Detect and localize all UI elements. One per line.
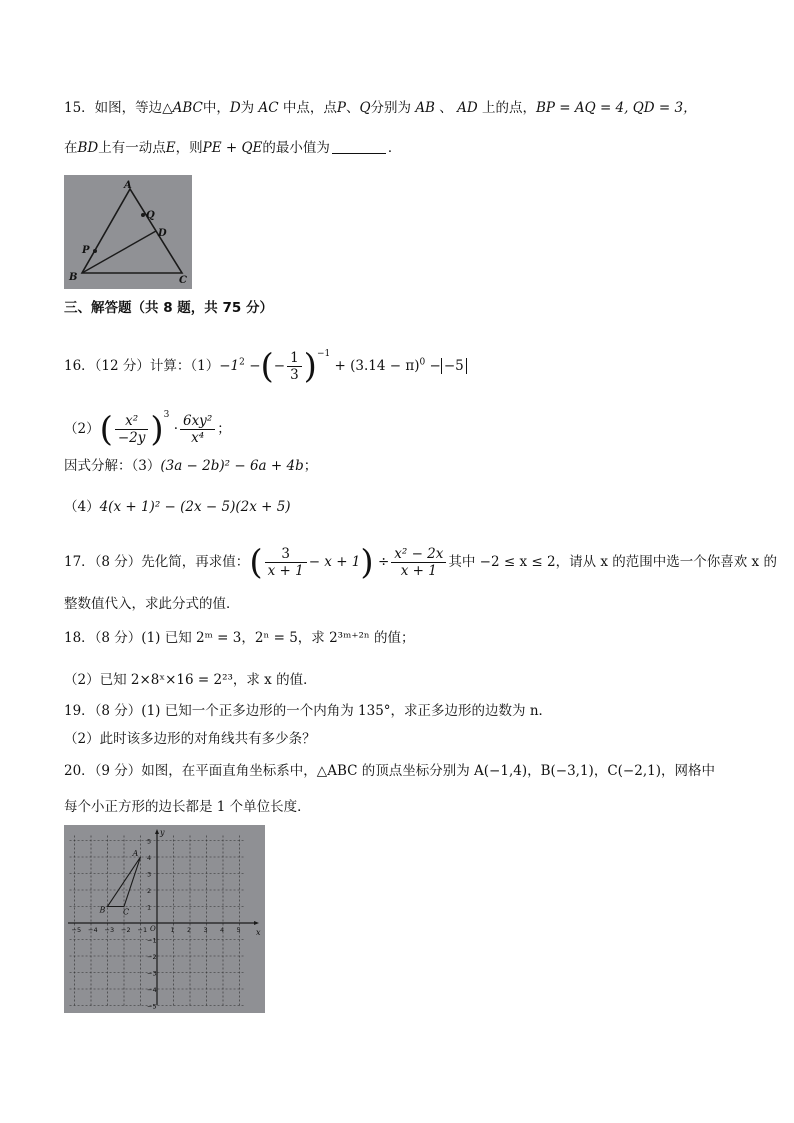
q20-grid-figure bbox=[64, 825, 265, 1013]
x-tick-label: −5 bbox=[71, 926, 82, 934]
coordinate-grid bbox=[64, 825, 265, 1013]
point-p bbox=[93, 249, 97, 253]
q15-line2: 在BD上有一动点E，则PE + QE的最小值为 ． bbox=[64, 140, 402, 156]
x-tick-label: 1 bbox=[170, 926, 175, 934]
q16-line1: 16．（12 分）计算：$(1)-1^2$ −(− $\frac{1}{3}$ )$^{-1} + (3.14 - \pi)^0 - -5$ bbox=[64, 334, 467, 374]
answer-blank bbox=[332, 139, 386, 154]
q16-line3: 因式分解：（3）(3a − 2b)² − 6a + 4b； bbox=[64, 458, 318, 474]
x-tick-label: −4 bbox=[88, 926, 98, 934]
origin-label: O bbox=[150, 925, 156, 933]
q15-triangle-figure bbox=[64, 175, 192, 289]
triangle-diagram bbox=[64, 175, 192, 289]
x-axis-label: x bbox=[256, 928, 261, 937]
x-tick-label: 4 bbox=[220, 926, 225, 934]
q20-line1: 20．（9 分）如图，在平面直角坐标系中，△ABC 的顶点坐标分别为 A(−1,4)，B(−3,1)，C(−2,1)，网格中 bbox=[64, 763, 715, 779]
y-tick-label: 2 bbox=[147, 887, 152, 895]
y-tick-label: −1 bbox=[147, 936, 157, 945]
x-tick-label: 5 bbox=[236, 926, 241, 934]
label-c: C bbox=[123, 907, 130, 917]
y-tick-label: 1 bbox=[147, 903, 152, 912]
y-tick-label: −5 bbox=[147, 1002, 157, 1011]
q18-line2: （2）已知 2×8ˣ×16 = 2²³，求 x 的值． bbox=[64, 672, 317, 688]
section-heading: 三、解答题（共 8 题，共 75 分） bbox=[64, 300, 273, 316]
q17-line2: 整数值代入，求此分式的值． bbox=[64, 596, 240, 612]
q16-line2: （2）( $\frac{\text{x²}}{-2y}$ )$^3$ · $\frac{\text{6xy²}}{\text{x⁴}}$ ； bbox=[64, 409, 231, 450]
y-tick-label: −3 bbox=[147, 969, 157, 978]
y-tick-label: 5 bbox=[147, 837, 152, 846]
label-a: A bbox=[124, 180, 132, 191]
q19-line2: （2）此时该多边形的对角线共有多少条？ bbox=[64, 731, 316, 747]
x-tick-label: −2 bbox=[121, 926, 131, 934]
y-axis-label: y bbox=[160, 828, 165, 837]
x-tick-label: 2 bbox=[187, 926, 192, 934]
label-b: B bbox=[69, 272, 78, 283]
point-q bbox=[141, 213, 145, 217]
q17-line1: 17．（8 分）先化简，再求值：( $\frac{3}{x + 1}$ − x + 1) ÷ $\frac{\text{x² − 2x}}{x + 1}$ 其中 −2 ≤ x ≤ 2，请从 x 的范围中选一个你喜欢 x 的 bbox=[64, 542, 777, 583]
label-d: D bbox=[158, 228, 167, 239]
x-tick-label: −1 bbox=[137, 926, 148, 934]
y-tick-label: −4 bbox=[147, 986, 157, 994]
q16-line4: （4）4(x + 1)² − (2x − 5)(2x + 5) bbox=[64, 499, 291, 515]
q18-line1: 18．（8 分）(1) 已知 2ᵐ = 3，2ⁿ = 5，求 2³ᵐ⁺²ⁿ 的值； bbox=[64, 630, 415, 646]
label-b: B bbox=[99, 905, 106, 915]
x-tick-label: 3 bbox=[203, 926, 208, 934]
q19-line1: 19．（8 分）(1) 已知一个正多边形的一个内角为 135°，求正多边形的边数为 n． bbox=[64, 703, 553, 719]
label-p: P bbox=[82, 245, 90, 256]
label-a: A bbox=[132, 849, 139, 858]
q20-line2: 每个小正方形的边长都是 1 个单位长度． bbox=[64, 799, 311, 815]
q15-line1: 15．如图，等边△ABC中，D为 AC 中点，点P、Q分别为 AB 、 AD 上的点，BP = AQ = 4, QD = 3， bbox=[64, 100, 697, 116]
y-tick-label: −2 bbox=[147, 953, 157, 961]
y-tick-label: 3 bbox=[147, 870, 152, 879]
x-tick-label: −3 bbox=[104, 926, 115, 934]
y-tick-label: 4 bbox=[147, 854, 152, 862]
label-q: Q bbox=[146, 210, 155, 221]
label-c: C bbox=[179, 275, 187, 286]
